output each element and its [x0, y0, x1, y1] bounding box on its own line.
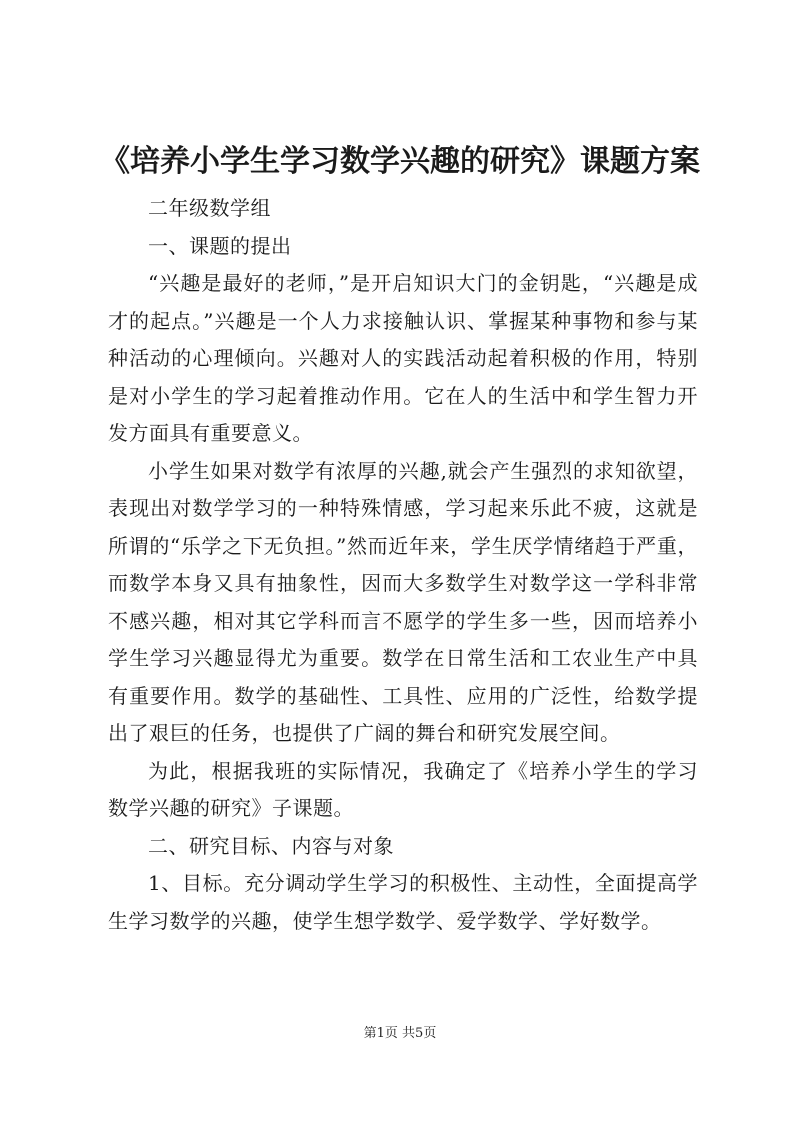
- paragraph-1: “兴趣是最好的老师，”是开启知识大门的金钥匙，“兴趣是成才的起点。”兴趣是一个人力求接触认识、掌握某种事物和参与某种活动的心理倾向。兴趣对人的实践活动起着积极的作用，特别是对小学生的学习起着推动作用。它在人的生活中和学生智力开发方面具有重要意义。: [108, 271, 698, 445]
- paragraph-3: 为此，根据我班的实际情况，我确定了《培养小学生的学习数学兴趣的研究》子课题。: [108, 758, 698, 820]
- author-group: 二年级数学组: [148, 196, 271, 220]
- document-title: 《培养小学生学习数学兴趣的研究》课题方案: [100, 144, 700, 179]
- section-heading-2: 二、研究目标、内容与对象: [148, 833, 394, 858]
- document-body: [108, 190, 698, 940]
- paragraph-2: 小学生如果对数学有浓厚的兴趣,就会产生强烈的求知欲望，表现出对数学学习的一种特殊情感，学习起来乐此不疲，这就是所谓的“乐学之下无负担。”然而近年来，学生厌学情绪趋于严重，而数学本身又具有抽象性，因而大多数学生对数学这一学科非常不感兴趣，相对其它学科而言不愿学的学生多一些，因而培养小学生学习兴趣显得尤为重要。数学在日常生活和工农业生产中具有重要作用。数学的基础性、工具性、应用的广泛性，给数学提出了艰巨的任务，也提供了广阔的舞台和研究发展空间。: [108, 458, 698, 745]
- section-heading-1: 一、课题的提出: [148, 233, 292, 258]
- page-footer: 第1页 共5页: [363, 1026, 437, 1041]
- paragraph-4: 1、目标。充分调动学生学习的积极性、主动性，全面提高学生学习数学的兴趣，使学生想学数学、爱学数学、学好数学。: [108, 871, 698, 933]
